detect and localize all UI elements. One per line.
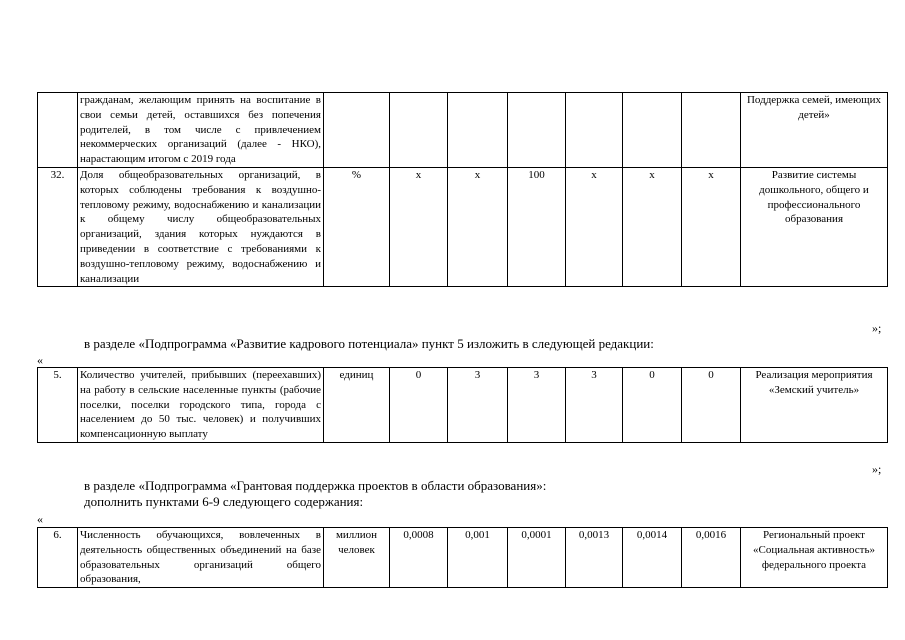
indicators-table-2 <box>37 367 888 443</box>
value-cell: 100 <box>508 167 566 286</box>
value-cell: х <box>448 167 508 286</box>
indicators-table-1 <box>37 92 888 287</box>
value-cell: 0 <box>623 368 682 443</box>
unit-cell: миллион человек <box>324 528 390 588</box>
result-cell: Развитие системы дошкольного, общего и профессионального образования <box>741 167 888 286</box>
table-row <box>38 167 888 286</box>
value-cell: 0,0008 <box>390 528 448 588</box>
value-cell: х <box>566 167 623 286</box>
value-cell: 3 <box>448 368 508 443</box>
indicator-description: Доля общеобразовательных организаций, в которых соблюдены требования к воздушно-тепловому режиму, водоснабжению и канализации к общему числу общеобразовательных организаций, здания которых нуждаются в приведении в соответствие с требованиями к воздушно-тепловому режиму, водоснабжению и канализации <box>78 167 324 286</box>
value-cell: 0 <box>390 368 448 443</box>
indicator-description: Численность обучающихся, вовлеченных в деятельность общественных объединений на базе образовательных организаций общего образования, <box>78 528 324 588</box>
table-row <box>38 93 888 168</box>
value-cell: 0,0013 <box>566 528 623 588</box>
value-cell: 0,0014 <box>623 528 682 588</box>
value-cell: 0,0001 <box>508 528 566 588</box>
indicators-table-3 <box>37 527 888 588</box>
row-number: 6. <box>38 528 78 588</box>
value-cell: х <box>682 167 741 286</box>
value-cell <box>390 93 448 168</box>
section-heading: в разделе «Подпрограмма «Развитие кадрового потенциала» пункт 5 изложить в следующей редакции: <box>84 336 654 351</box>
value-cell <box>508 93 566 168</box>
row-number: 5. <box>38 368 78 443</box>
value-cell: 3 <box>508 368 566 443</box>
value-cell <box>448 93 508 168</box>
row-number <box>38 93 78 168</box>
section-heading: в разделе «Подпрограмма «Грантовая поддержка проектов в области образования»: <box>84 478 547 493</box>
indicator-description: Количество учителей, прибывших (переехавших) на работу в сельские населенные пункты (рабочие поселки, поселки городского типа, города с населением до 50 тыс. человек) и получивших компенсационную выплату <box>78 368 324 443</box>
table-row <box>38 368 888 443</box>
value-cell: 3 <box>566 368 623 443</box>
result-cell: Региональный проект «Социальная активность» федерального проекта <box>741 528 888 588</box>
result-cell: Поддержка семей, имеющих детей» <box>741 93 888 168</box>
closing-quote: »; <box>872 462 882 476</box>
value-cell: х <box>390 167 448 286</box>
indicator-description: гражданам, желающим принять на воспитание в свои семьи детей, оставшихся без попечения родителей, в том числе с привлечением некоммерческих организаций (далее - НКО), нарастающим итогом с 2019 года <box>78 93 324 168</box>
value-cell <box>682 93 741 168</box>
opening-quote: « <box>37 512 43 526</box>
value-cell: 0,0016 <box>682 528 741 588</box>
result-cell: Реализация мероприятия «Земский учитель» <box>741 368 888 443</box>
value-cell: 0 <box>682 368 741 443</box>
table-row <box>38 528 888 588</box>
unit-cell <box>324 93 390 168</box>
value-cell: х <box>623 167 682 286</box>
opening-quote: « <box>37 353 43 367</box>
row-number: 32. <box>38 167 78 286</box>
section-heading-continued: дополнить пунктами 6-9 следующего содержания: <box>84 494 364 509</box>
closing-quote: »; <box>872 321 882 335</box>
value-cell: 0,001 <box>448 528 508 588</box>
unit-cell: % <box>324 167 390 286</box>
unit-cell: единиц <box>324 368 390 443</box>
value-cell <box>566 93 623 168</box>
value-cell <box>623 93 682 168</box>
